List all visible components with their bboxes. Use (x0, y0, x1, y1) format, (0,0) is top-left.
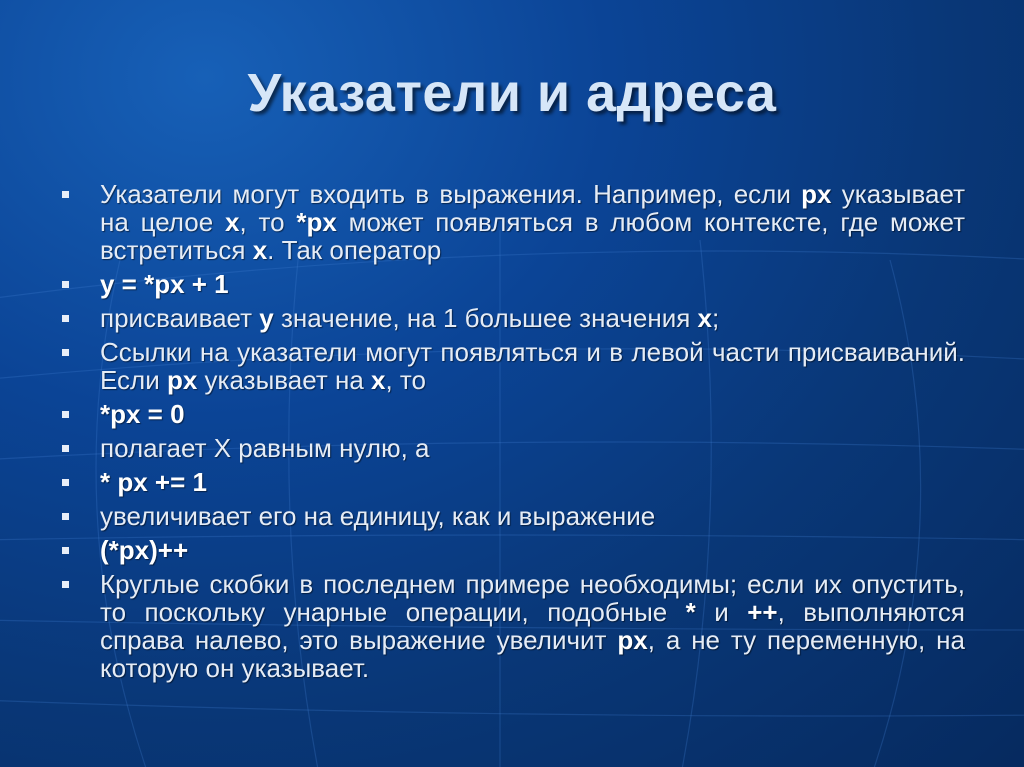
bold-identifier: px (617, 625, 648, 655)
text-segment: , а не ту переменную, на которую он указывает. (100, 625, 965, 683)
list-item (60, 502, 965, 530)
slide-title: Указатели и адреса (247, 63, 777, 123)
text-segment: Ссылки на указатели могут появляться и в левой части присваиваний. Если (100, 337, 965, 395)
text-segment: значение, на 1 большее значения (273, 303, 698, 333)
code-line (100, 400, 965, 428)
bold-identifier: x (252, 235, 268, 265)
square-bullet-icon (62, 349, 69, 356)
bold-identifier: px (166, 365, 198, 395)
bold-identifier: ++ (747, 597, 778, 627)
square-bullet-icon (62, 547, 69, 554)
bullet-text (100, 570, 965, 682)
text-segment: Указатели могут входить в выражения. Например, если (100, 179, 802, 209)
list-item (60, 536, 965, 564)
square-bullet-icon (62, 445, 69, 452)
text-segment: Круглые скобки в последнем примере необходимы; если их опустить, то поскольку унарные операции, подобные (100, 569, 965, 627)
bullet-text (100, 434, 965, 462)
bold-identifier: x (224, 207, 240, 237)
square-bullet-icon (62, 513, 69, 520)
text-segment: полагает X равным нулю, а (100, 433, 430, 463)
code-line (100, 536, 965, 564)
square-bullet-icon (62, 411, 69, 418)
bold-identifier: *px (296, 207, 337, 237)
bold-identifier: x (371, 365, 386, 395)
text-segment: указывает на (197, 365, 372, 395)
list-item (60, 180, 965, 264)
list-item (60, 270, 965, 298)
bold-identifier: px (801, 179, 832, 209)
text-segment: ; (712, 303, 720, 333)
text-segment: , выполняются справа налево, это выражение увеличит (100, 597, 965, 655)
code-expression: *px = 0 (100, 399, 185, 429)
code-expression: * px += 1 (100, 467, 207, 497)
code-expression: y = *px + 1 (100, 269, 229, 299)
text-segment: указывает на целое (100, 179, 965, 237)
list-item (60, 338, 965, 394)
bold-identifier: y (259, 303, 274, 333)
square-bullet-icon (62, 479, 69, 486)
text-segment: и (695, 597, 748, 627)
list-item (60, 304, 965, 332)
bold-identifier: * (685, 597, 696, 627)
bullet-list (60, 180, 965, 688)
bullet-text (100, 338, 965, 394)
text-segment: увеличивает его на единицу, как и выражение (100, 501, 656, 531)
bullet-text (100, 304, 965, 332)
text-segment: присваивает (100, 303, 260, 333)
square-bullet-icon (62, 581, 69, 588)
bold-identifier: x (697, 303, 712, 333)
square-bullet-icon (62, 191, 69, 198)
list-item (60, 570, 965, 682)
list-item (60, 434, 965, 462)
square-bullet-icon (62, 315, 69, 322)
bullet-text (100, 180, 965, 264)
list-item (60, 468, 965, 496)
code-expression: (*px)++ (100, 535, 189, 565)
text-segment: , то (239, 207, 297, 237)
bullet-text (100, 502, 965, 530)
code-line (100, 270, 965, 298)
square-bullet-icon (62, 281, 69, 288)
list-item (60, 400, 965, 428)
text-segment: . Так оператор (267, 235, 442, 265)
text-segment: , то (385, 365, 427, 395)
text-segment: может появляться в любом контексте, где может встретиться (100, 207, 965, 265)
code-line (100, 468, 965, 496)
